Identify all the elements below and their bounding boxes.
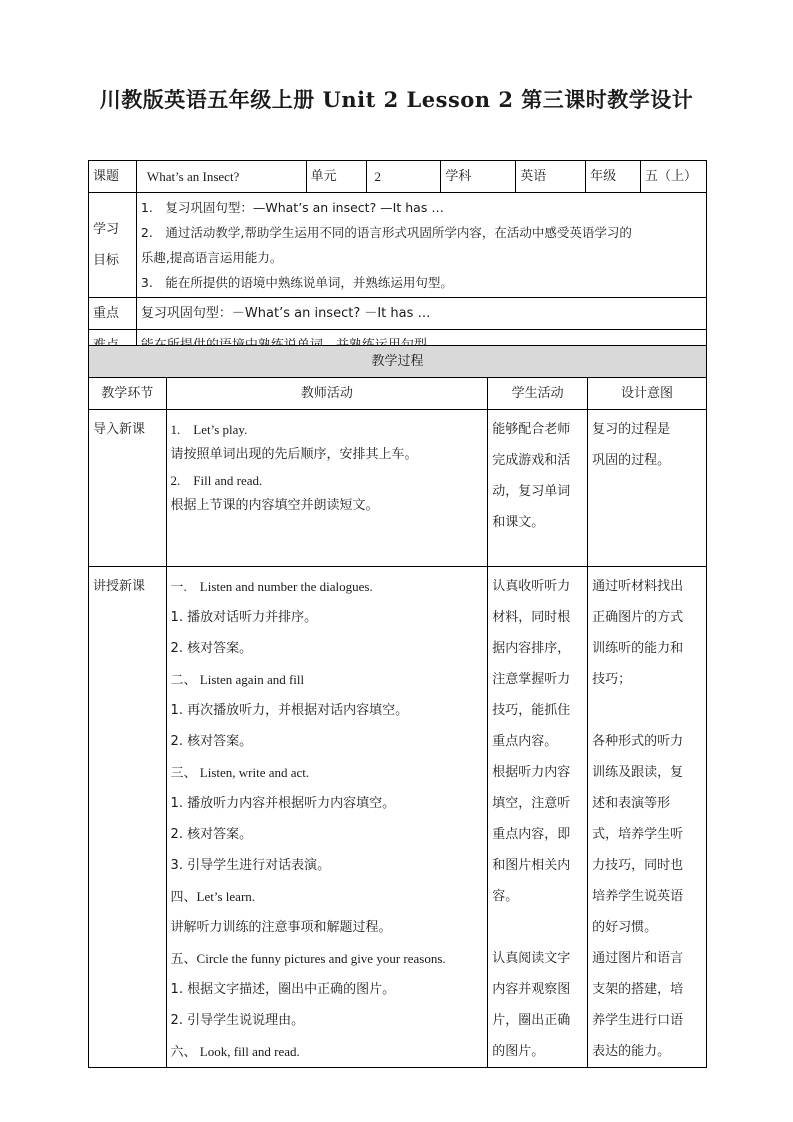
- teacher-line: 1. Let’s play.: [170, 422, 248, 437]
- col-intent: 设计意图: [588, 378, 707, 410]
- teacher-line: 2. 核对答案。: [170, 734, 253, 749]
- intent-line: 各种形式的听力: [592, 734, 684, 749]
- intent-line: 的好习惯。: [592, 920, 658, 935]
- student-line: [492, 912, 583, 943]
- page-title: 川教版英语五年级上册 Unit 2 Lesson 2 第三课时教学设计: [99, 87, 694, 112]
- intent-line: 技巧；: [592, 672, 632, 687]
- goals-label: [89, 193, 137, 298]
- student-line: 注意掌握听力: [492, 672, 571, 687]
- topic-label: 课题: [89, 161, 137, 193]
- teacher-line: 二、 Listen again and fill: [170, 672, 305, 687]
- goals-row: [89, 193, 707, 298]
- teacher-line: 五、Circle the funny pictures and give your reasons.: [170, 951, 446, 966]
- teacher-line: 3. 引导学生进行对话表演。: [170, 858, 331, 873]
- student-line: 技巧，能抓住: [492, 703, 571, 718]
- teacher-cell: [166, 567, 488, 1068]
- col-stage: 教学环节: [89, 378, 167, 410]
- info-table: [88, 160, 707, 362]
- intent-line: 通过图片和语言: [592, 951, 684, 966]
- intent-line: 支架的搭建，培: [592, 982, 684, 997]
- teacher-line: 1. 播放对话听力并排序。: [170, 610, 318, 625]
- stage-cell: 讲授新课: [89, 567, 167, 1068]
- stage-cell: 导入新课: [89, 410, 167, 567]
- process-table: [88, 345, 707, 1068]
- teacher-line: 1. 根据文字描述，圈出中正确的图片。: [170, 982, 396, 997]
- teacher-line: 三、 Listen, write and act.: [170, 765, 310, 780]
- intent-cell: [588, 410, 707, 567]
- intent-line: 力技巧，同时也: [592, 858, 684, 873]
- teacher-cell: [166, 410, 488, 567]
- goals-label-1: 学习: [93, 222, 120, 237]
- intent-line: 复习的过程是: [592, 422, 671, 437]
- student-line: 片，圈出正确: [492, 1013, 571, 1028]
- teacher-line: 一. Listen and number the dialogues.: [170, 579, 373, 594]
- student-line: 和课文。: [492, 515, 545, 530]
- grade-label: 年级: [586, 161, 641, 193]
- intent-line: 养学生进行口语: [592, 1013, 684, 1028]
- col-student: 学生活动: [488, 378, 588, 410]
- col-teacher: 教师活动: [166, 378, 488, 410]
- grade-value: 五（上）: [640, 161, 706, 193]
- teacher-line: 讲解听力训练的注意事项和解题过程。: [170, 920, 392, 935]
- student-line: 据内容排序，: [492, 641, 571, 656]
- student-line: 填空，注意听: [492, 796, 571, 811]
- info-row: [89, 161, 707, 193]
- intent-cell: [588, 567, 707, 1068]
- teacher-line: 请按照单词出现的先后顺序，安排其上车。: [170, 447, 418, 462]
- key-point-value: 复习巩固句型：－What’s an insect? －It has …: [136, 298, 706, 330]
- intent-line: 巩固的过程。: [592, 453, 671, 468]
- table-row: [89, 410, 707, 567]
- teacher-line: 2. 核对答案。: [170, 641, 253, 656]
- unit-label: 单元: [306, 161, 366, 193]
- goal-item: 乐趣,提高语言运用能力。: [140, 250, 283, 265]
- student-line: 动，复习单词: [492, 484, 571, 499]
- key-point-row: [89, 298, 707, 330]
- intent-line: 培养学生说英语: [592, 889, 684, 904]
- goals-label-2: 目标: [93, 253, 120, 268]
- student-line: 的图片。: [492, 1044, 545, 1059]
- teacher-line: 四、Let’s learn.: [170, 889, 256, 904]
- teacher-line: 2. 核对答案。: [170, 827, 253, 842]
- intent-line: 正确图片的方式: [592, 610, 684, 625]
- goals-content: [136, 193, 706, 298]
- teacher-line: 六、 Look, fill and read.: [170, 1044, 300, 1059]
- student-cell: [488, 567, 588, 1068]
- intent-line: [592, 695, 702, 726]
- student-line: 能够配合老师: [492, 422, 571, 437]
- intent-line: 训练及跟读，复: [592, 765, 684, 780]
- student-line: 重点内容，即: [492, 827, 571, 842]
- unit-value: 2: [366, 161, 441, 193]
- student-line: 重点内容。: [492, 734, 558, 749]
- intent-line: 通过听材料找出: [592, 579, 684, 594]
- teacher-line: 根据上节课的内容填空并朗读短文。: [170, 498, 379, 513]
- teacher-line: 2. 引导学生说说理由。: [170, 1013, 305, 1028]
- student-line: 容。: [492, 889, 519, 904]
- student-line: 材料，同时根: [492, 610, 571, 625]
- student-cell: [488, 410, 588, 567]
- topic-value: What’s an Insect?: [136, 161, 306, 193]
- student-line: 根据听力内容: [492, 765, 571, 780]
- intent-line: 式，培养学生听: [592, 827, 684, 842]
- teacher-line: 1. 再次播放听力，并根据对话内容填空。: [170, 703, 409, 718]
- student-line: 认真阅读文字: [492, 951, 571, 966]
- goal-item: 3. 能在所提供的语境中熟练说单词，并熟练运用句型。: [140, 275, 453, 290]
- teacher-line: 2. Fill and read.: [170, 473, 263, 488]
- goal-item: 1. 复习巩固句型：—What’s an insect? —It has …: [140, 200, 444, 215]
- intent-line: 训练听的能力和: [592, 641, 684, 656]
- intent-line: 表达的能力。: [592, 1044, 671, 1059]
- table-row: [89, 567, 707, 1068]
- student-line: 和图片相关内: [492, 858, 571, 873]
- process-header: 教学过程: [89, 346, 707, 378]
- subject-label: 学科: [441, 161, 516, 193]
- student-line: 认真收听听力: [492, 579, 571, 594]
- key-point-label: 重点: [89, 298, 137, 330]
- intent-line: 述和表演等形: [592, 796, 671, 811]
- process-column-headers: [89, 378, 707, 410]
- subject-value: 英语: [516, 161, 586, 193]
- goal-item: 2. 通过活动教学,帮助学生运用不同的语言形式巩固所学内容，在活动中感受英语学习的: [140, 225, 632, 240]
- student-line: 完成游戏和活: [492, 453, 571, 468]
- teacher-line: 1. 播放听力内容并根据听力内容填空。: [170, 796, 396, 811]
- student-line: 内容并观察图: [492, 982, 571, 997]
